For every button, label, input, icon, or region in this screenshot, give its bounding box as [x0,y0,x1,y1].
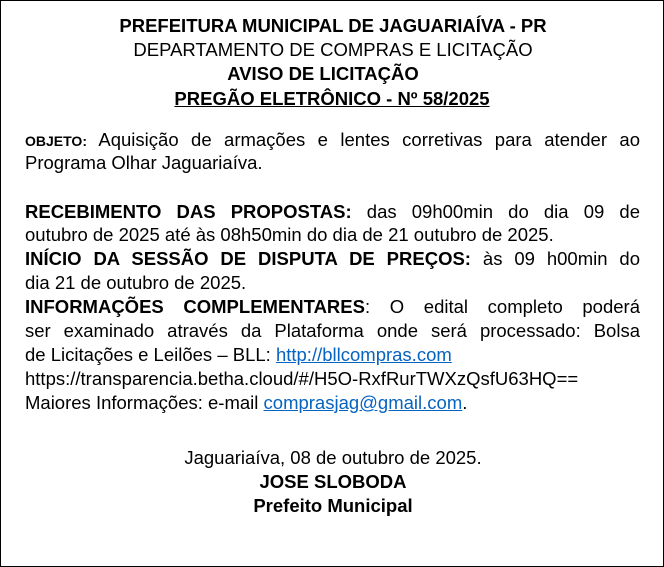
recebimento-line-1 [25,201,640,223]
inicio-line-1 [25,248,640,270]
header-notice-type: AVISO DE LICITAÇÃO [227,63,419,84]
footer-title: Prefeito Municipal [253,495,413,516]
inicio-text-2: dia 21 de outubro de 2025. [25,272,247,293]
recebimento-label: RECEBIMENTO DAS PROPOSTAS: [25,201,352,222]
informacoes-line-3 [25,344,452,366]
footer-name: JOSE SLOBODA [259,471,407,492]
objeto-line-1 [25,129,640,152]
informacoes-text-3: de Licitações e Leilões – BLL: [25,344,276,365]
footer-date: Jaguariaíva, 08 de outubro de 2025. [184,447,482,468]
objeto-label: OBJETO: [25,133,87,149]
recebimento-text-2: outubro de 2025 até às 08h50min do dia de 21 outubro de 2025. [25,224,554,245]
transparencia-url: https://transparencia.betha.cloud/#/H5O-RxfRurTWXzQsfU63HQ== [25,368,579,389]
informacoes-line-1 [25,296,640,318]
header-municipality: PREFEITURA MUNICIPAL DE JAGUARIAÍVA - PR [119,15,547,36]
informacoes-text-1: : O edital completo poderá [364,296,640,317]
inicio-label: INÍCIO DA SESSÃO DE DISPUTA DE PREÇOS: [25,248,471,269]
email-link[interactable]: comprasjag@gmail.com [263,392,463,413]
email-line [25,392,467,414]
objeto-text-1: Aquisição de armações e lentes corretivas para atender ao [98,129,640,150]
objeto-text-2: Programa Olhar Jaguariaíva. [25,152,263,173]
header-process-number: PREGÃO ELETRÔNICO - Nº 58/2025 [174,88,490,109]
email-prefix: Maiores Informações: e-mail [25,392,264,413]
informacoes-label: INFORMAÇÕES COMPLEMENTARES [25,296,365,317]
informacoes-text-2: ser examinado através da Plataforma onde será processado: Bolsa [25,320,640,341]
recebimento-text-1: das 09h00min do dia 09 de [366,201,640,222]
inicio-text-1: às 09 h00min do [482,248,641,269]
email-suffix: . [462,392,468,413]
header-department: DEPARTAMENTO DE COMPRAS E LICITAÇÃO [133,39,533,60]
bll-link[interactable]: http://bllcompras.com [275,344,452,365]
